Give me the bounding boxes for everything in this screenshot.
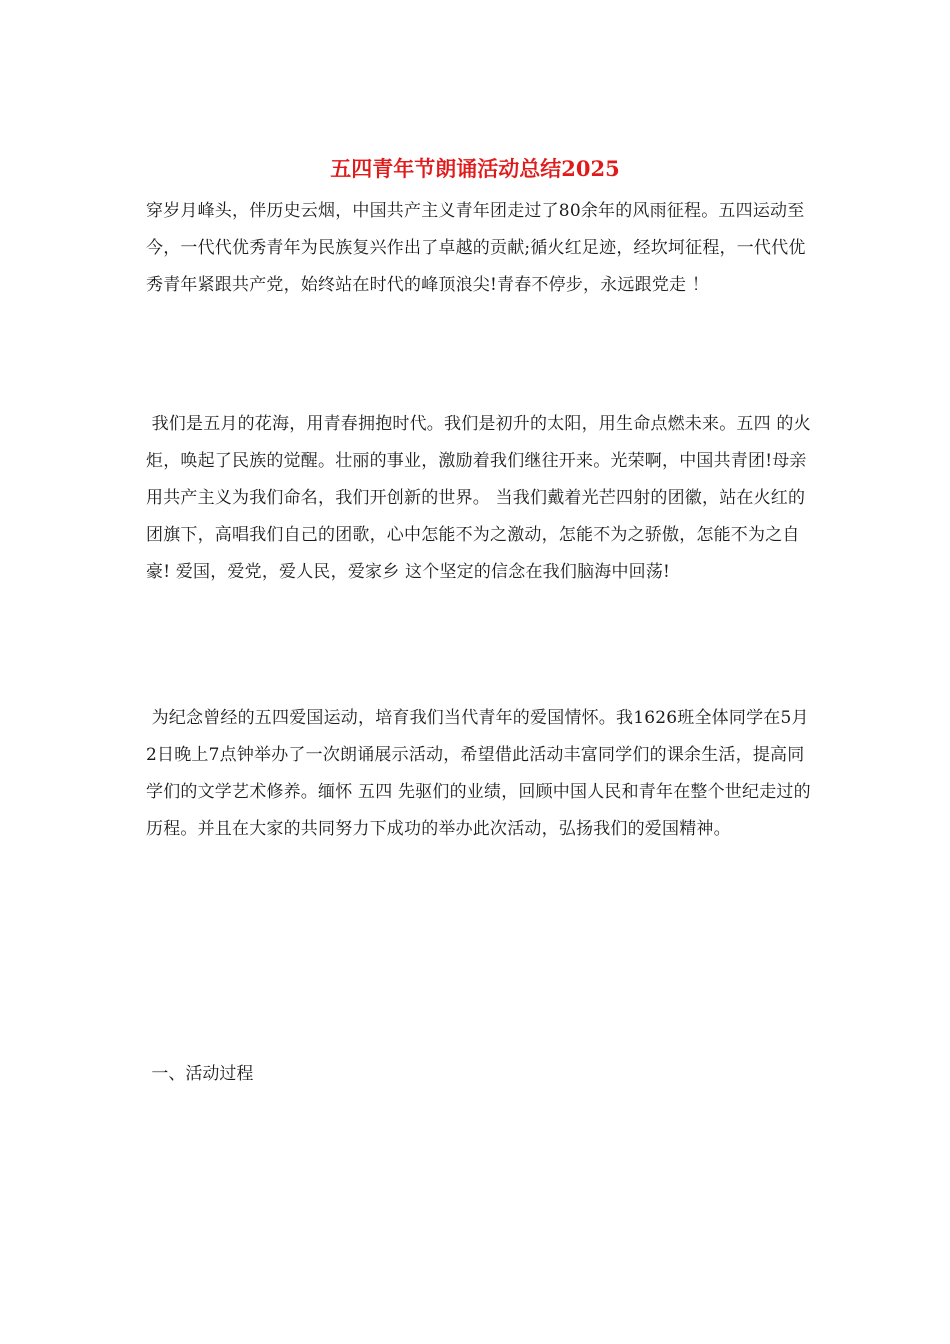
paragraph-intro: 穿岁月峰头，伴历史云烟，中国共产主义青年团走过了80余年的风雨征程。五四运动至今，一代代优秀青年为民族复兴作出了卓越的贡献;循火红足迹，经坎坷征程，一代代优秀青年紧跟共产党，始终站在时代的峰顶浪尖!青春不停步，永远跟党走 ！: [146, 201, 806, 295]
paragraph-poem: 我们是五月的花海，用青春拥抱时代。我们是初升的太阳，用生命点燃未来。五四 的火炬，唤起了民族的觉醒。壮丽的事业，激励着我们继往开来。光荣啊，中国共青团!母亲用共产主义为我们命名，我们开创新的世界。 当我们戴着光芒四射的团徽，站在火红的团旗下，高唱我们自己的团歌，心中怎能不为之激动，怎能不为之骄傲，怎能不为之自豪! 爱国，爱党，爱人民，爱家乡 这个坚定的信念在我们脑海中回荡!: [146, 414, 811, 582]
document-title: 五四青年节朗诵活动总结2025: [330, 156, 620, 181]
paragraph-event: 为纪念曾经的五四爱国运动，培育我们当代青年的爱国情怀。我1626班全体同学在5月2日晚上7点钟举办了一次朗诵展示活动，希望借此活动丰富同学们的课余生活，提高同学们的文学艺术修养。缅怀 五四 先驱们的业绩，回顾中国人民和青年在整个世纪走过的历程。并且在大家的共同努力下成功的举办此次活动，弘扬我们的爱国精神。: [146, 708, 811, 839]
section-heading: 一、活动过程: [146, 1064, 254, 1084]
